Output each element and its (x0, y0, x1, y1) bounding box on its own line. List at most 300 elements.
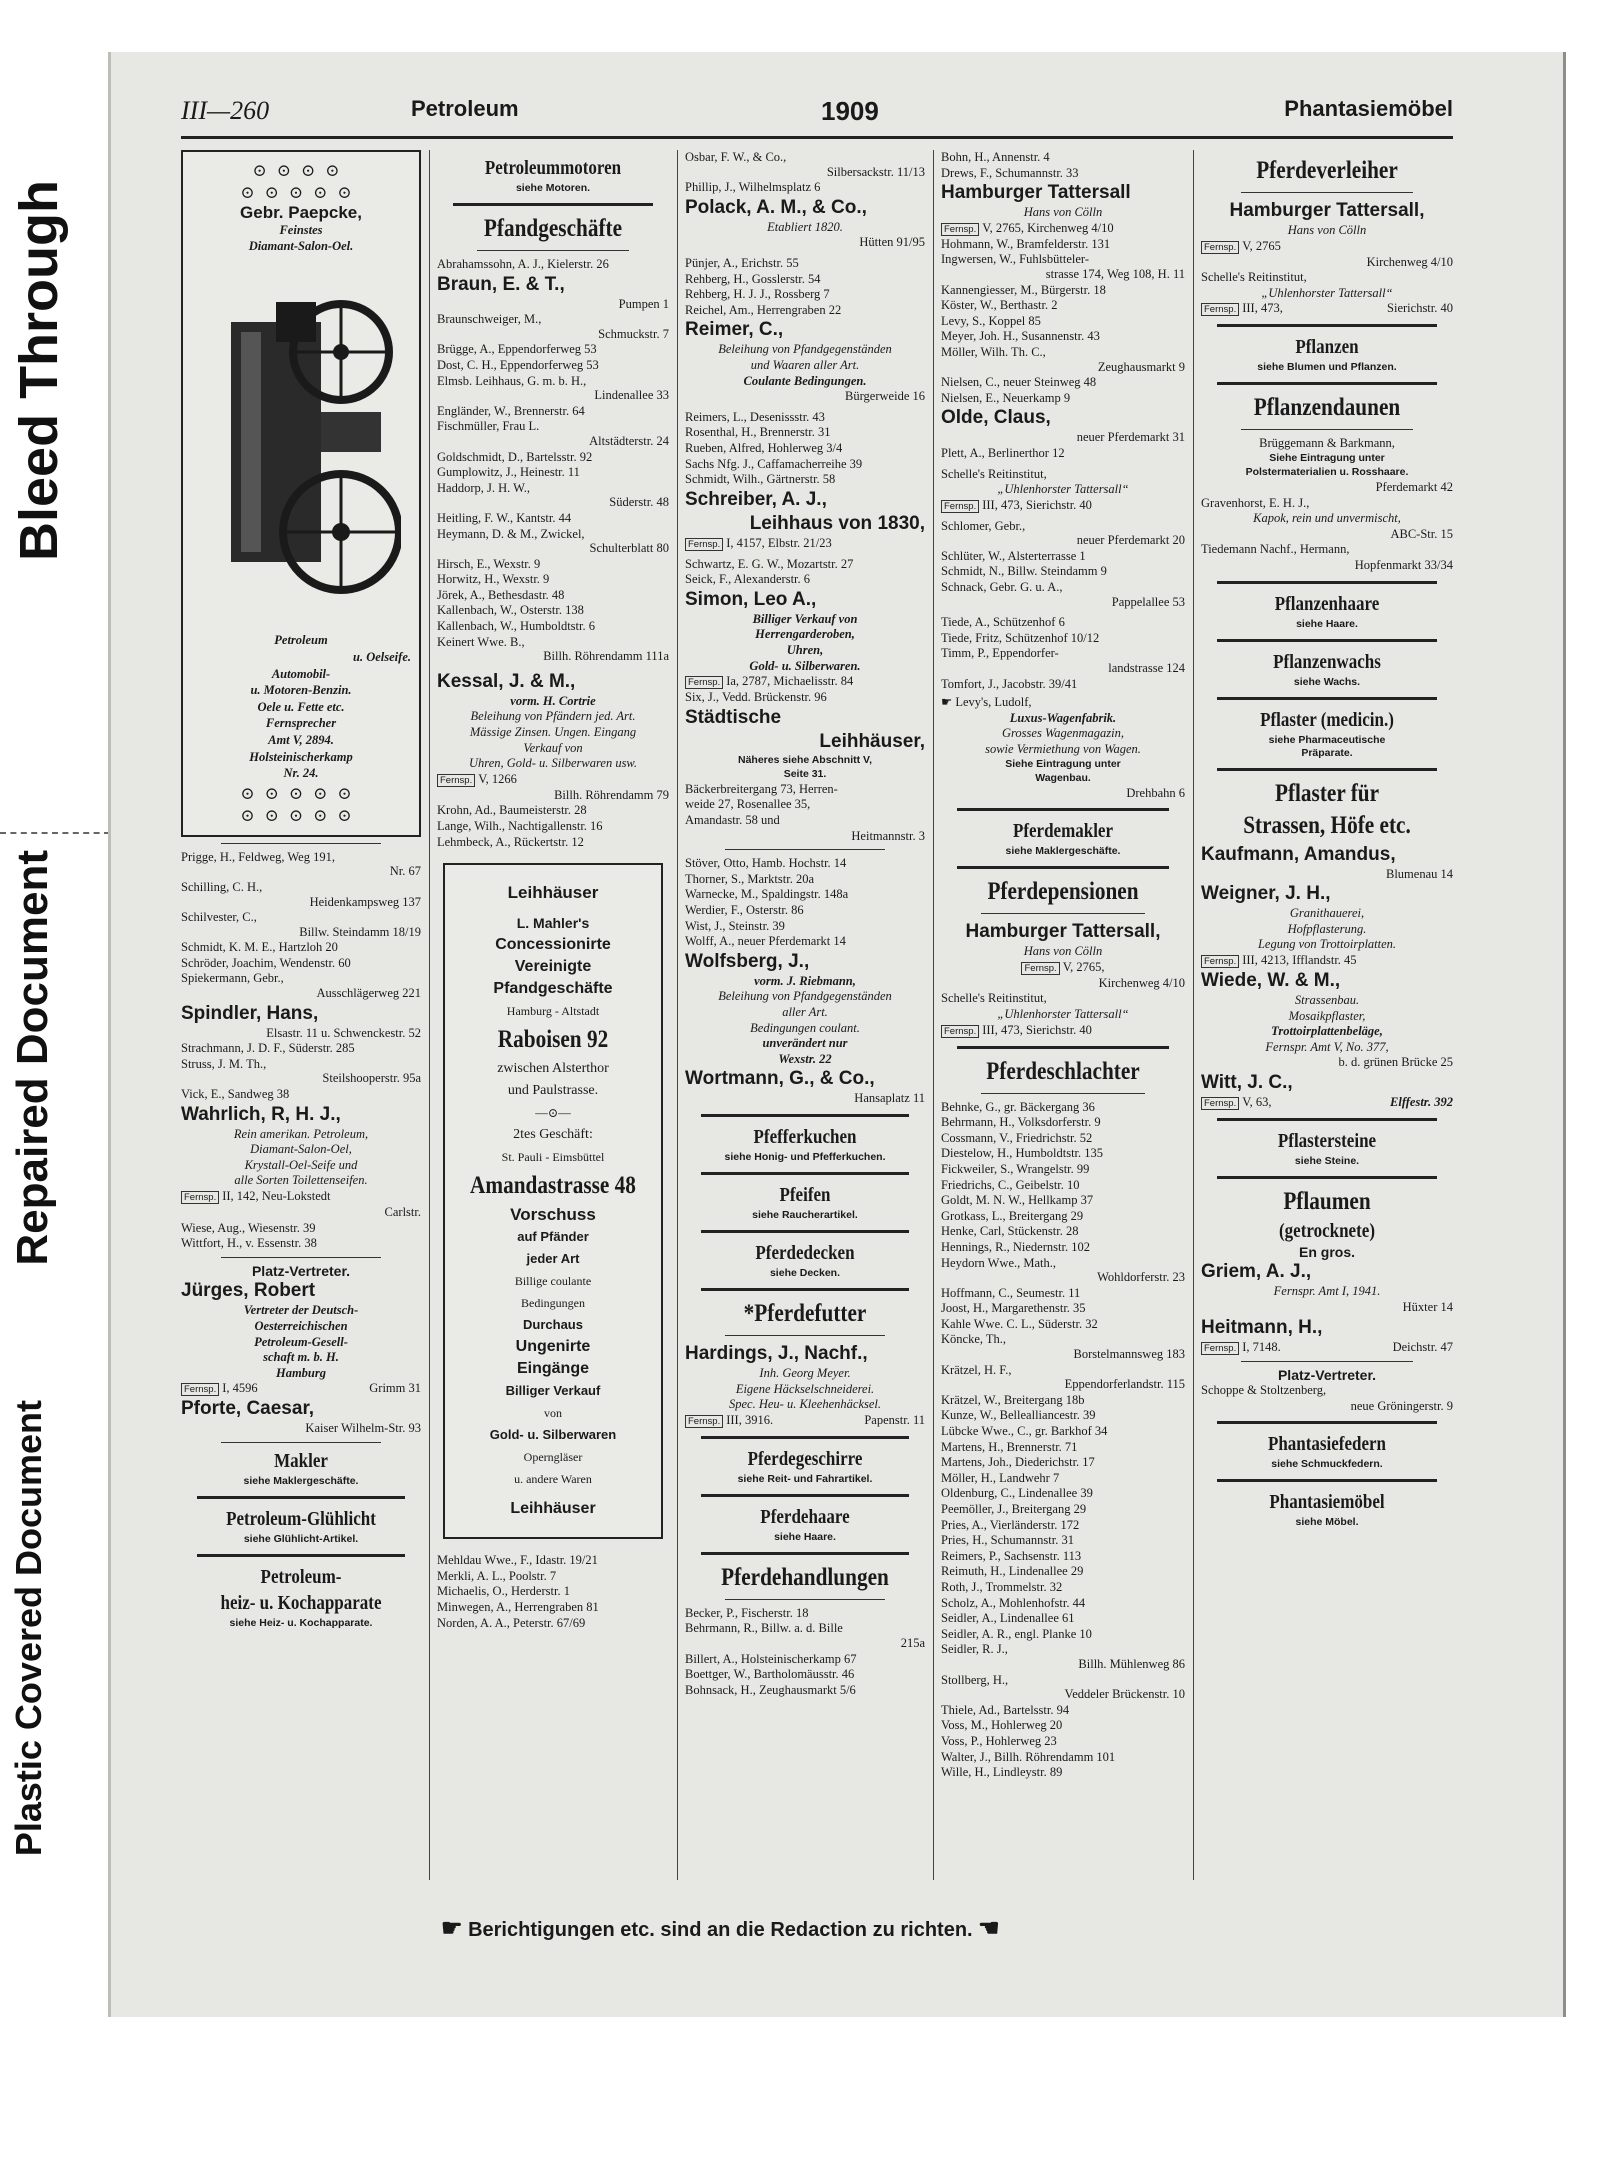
list-item: Levy, S., Koppel 85 (941, 313, 1041, 328)
list-item: Fernsp. V, 1266 (437, 772, 669, 787)
list-item: Reimuth, H., Lindenallee 29 (941, 1564, 1084, 1579)
list-item: Schlomer, Gebr., neuer Pferdemarkt 20 (941, 518, 1185, 548)
list-item: Heitmannstr. 3 (851, 828, 925, 843)
list-item: Merkli, A. L., Poolstr. 7 (437, 1568, 557, 1583)
list-item-detail: Näheres siehe Abschnitt V, (737, 753, 873, 766)
list-item: Warnecke, M., Spaldingstr. 148a (685, 887, 849, 902)
list-item: Wist, J., Steinstr. 39 (685, 918, 785, 933)
list-item: Goldt, M. N. W., Hellkamp 37 (941, 1193, 1094, 1208)
list-item: Struss, J. M. Th., Steilshooperstr. 95a (181, 1056, 421, 1086)
side-divider (0, 832, 110, 834)
list-item: Tiedemann Nachf., Hermann, (1201, 542, 1350, 557)
list-item-detail: aller Art. (782, 1004, 828, 1019)
list-item: Fernsp. III, 3916. Papenstr. 11 (685, 1413, 925, 1428)
list-item-detail: Oesterreichischen (254, 1318, 348, 1333)
telephone-badge: Fernsp. (941, 223, 979, 236)
ad-line: Ungenirte (515, 1338, 591, 1356)
rule (1217, 1479, 1437, 1482)
rule (1217, 1421, 1437, 1424)
section-heading: Pferdehaare (760, 1505, 850, 1528)
list-item: Stollberg, H., Veddeler Brückenstr. 10 (941, 1672, 1185, 1702)
list-item: Peemöller, J., Breitergang 29 (941, 1502, 1087, 1516)
list-item-bold: Städtische (685, 706, 782, 728)
section-heading: Pfefferkuchen (753, 1125, 857, 1148)
column-1 (181, 150, 421, 1880)
list-item-detail: Gold- u. Silberwaren. (749, 658, 861, 673)
section-subtitle: Platz-Vertreter. (1277, 1366, 1377, 1383)
section-heading: Phantasiemöbel (1269, 1491, 1385, 1514)
list-item: Heitling, F. W., Kantstr. 44 (437, 510, 572, 525)
list-item-bold: Braun, E. & T., (437, 273, 565, 295)
list-item: Grotkass, L., Breitergang 29 (941, 1208, 1084, 1223)
list-item: Wille, H., Lindleystr. 89 (941, 1765, 1063, 1780)
list-item: Henke, Carl, Stückenstr. 28 (941, 1224, 1079, 1239)
list-item-detail: Seite 31. (783, 767, 827, 780)
column-rule (429, 150, 430, 1880)
list-item: Martens, H., Brennerstr. 71 (941, 1439, 1078, 1454)
list-item: Hüxter 14 (1402, 1300, 1453, 1315)
list-item: Sachs Nfg. J., Caffamacherreihe 39 (685, 456, 863, 471)
list-item-bold: Hamburger Tattersall (941, 182, 1131, 204)
list-item: Fernsp. Ia, 2787, Michaelisstr. 84 (685, 674, 925, 689)
list-item: Lübcke Wwe., C., gr. Barkhof 34 (941, 1424, 1108, 1439)
rule (725, 849, 885, 850)
ad-line: Pfandgeschäfte (493, 980, 613, 998)
section-heading: Pflanzenhaare (1274, 592, 1380, 615)
list-item-detail: alle Sorten Toilettenseifen. (234, 1173, 368, 1188)
header-right-keyword: Phantasiemöbel (1284, 96, 1453, 121)
section-heading: Pferdeschlachter (986, 1057, 1140, 1085)
list-item-detail: „Uhlenhorster Tattersall“ (1261, 285, 1393, 300)
list-item-detail: Petroleum-Gesell- (254, 1334, 348, 1349)
list-item: Plett, A., Berlinerthor 12 (941, 445, 1065, 460)
list-item: Nielsen, C., neuer Steinweg 48 (941, 375, 1097, 390)
list-item: Voss, M., Hohlerweg 20 (941, 1718, 1063, 1733)
section-heading: Pfandgeschäfte (483, 215, 623, 242)
list-item: Hopfenmarkt 33/34 (1354, 557, 1453, 572)
list-item: Heymann, D. & M., Zwickel, Schulterblatt 80 (437, 526, 669, 556)
list-item: Fernsp. V, 63, Elffestr. 392 (1201, 1095, 1453, 1110)
list-item-detail: Krystall-Oel-Seife und (244, 1157, 358, 1172)
list-item: Reimers, L., Desenissstr. 43 (685, 409, 825, 424)
list-item: Tiede, Fritz, Schützenhof 10/12 (941, 630, 1100, 645)
section-heading: (getrocknete) (1279, 1219, 1375, 1242)
list-item-bold: Reimer, C., (685, 319, 784, 341)
list-item: Keinert Wwe. B., Billh. Röhrendamm 111a (437, 634, 669, 664)
list-item-detail: Trottoirplattenbeläge, (1271, 1024, 1383, 1039)
ad-line: Diamant-Salon-Oel. (248, 239, 354, 254)
list-item-detail: und Waaren aller Art. (750, 357, 860, 372)
list-item-detail: Herrengarderoben, (755, 627, 855, 642)
list-item: Seidler, A., Lindenallee 61 (941, 1611, 1075, 1626)
list-item-bold: Kessal, J. & M., (437, 670, 576, 692)
telephone-badge: Fernsp. (685, 1415, 723, 1428)
telephone-badge: Fernsp. (1201, 303, 1239, 316)
ad-line: jeder Art (526, 1251, 580, 1267)
list-item-bold: Wortmann, G., & Co., (685, 1068, 875, 1090)
list-item: Möller, Wilh. Th. C., Zeughausmarkt 9 (941, 344, 1185, 374)
list-item: Fernsp. I, 4157, Elbstr. 21/23 (685, 536, 925, 551)
rule (1241, 1361, 1413, 1362)
list-item-detail: Beleihung von Pfandgegenständen (718, 989, 892, 1004)
list-item: Hütten 91/95 (859, 235, 925, 250)
list-item: Schwartz, E. G. W., Mozartstr. 27 (685, 556, 854, 571)
ad-line: Leihhäuser (510, 1500, 596, 1518)
page-footer (441, 1914, 1000, 1943)
list-item-bold: Schreiber, A. J., (685, 488, 827, 510)
list-item: Kirchenweg 4/10 (1366, 254, 1453, 269)
column-rule (677, 150, 678, 1880)
list-item: Pries, A., Vierländerstr. 172 (941, 1517, 1080, 1532)
telephone-badge: Fernsp. (1201, 241, 1239, 254)
ad-line: L. Mahler's (516, 915, 590, 932)
list-item: Fernsp. I, 7148. Deichstr. 47 (1201, 1340, 1453, 1355)
list-item: Lehmbeck, A., Rückertstr. 12 (437, 834, 584, 849)
list-item: Dost, C. H., Eppendorferweg 53 (437, 357, 599, 372)
list-item-detail: Hamburg (275, 1365, 326, 1380)
header-year: 1909 (821, 96, 879, 126)
list-item: Heydorn Wwe., Math., Wohldorferstr. 23 (941, 1255, 1185, 1285)
list-item-bold: Jürges, Robert (181, 1280, 316, 1302)
list-item: Kahle Wwe. C. L., Süderstr. 32 (941, 1316, 1098, 1331)
ad-line: zwischen Alsterthor (497, 1061, 609, 1077)
list-item: neue Gröningerstr. 9 (1350, 1398, 1453, 1413)
list-item: Lange, Wilh., Nachtigallenstr. 16 (437, 819, 603, 833)
advert-paepcke (181, 150, 421, 837)
rule (701, 1436, 909, 1439)
rule (981, 913, 1145, 914)
section-heading: Pflaumen (1283, 1187, 1371, 1215)
ad-line: Gold- u. Silberwaren (489, 1427, 617, 1443)
list-item: Phillip, J., Wilhelmsplatz 6 (685, 180, 821, 195)
ad-line: Feinstes (279, 222, 323, 237)
list-item: Drehbahn 6 (1126, 785, 1185, 800)
list-item: Abrahamssohn, A. J., Kielerstr. 26 (437, 257, 609, 271)
list-item: Behrmann, H., Volksdorferstr. 9 (941, 1115, 1101, 1130)
column-rule (1193, 150, 1194, 1880)
list-item: Reichel, Am., Herrengraben 22 (685, 302, 842, 317)
list-item-detail: Etabliert 1820. (767, 219, 843, 234)
list-item: Fernsp. III, 473, Sierichstr. 40 (941, 1023, 1185, 1038)
list-item: Möller, H., Landwehr 7 (941, 1470, 1060, 1485)
ad-line: u. andere Waren (514, 1472, 592, 1487)
list-item: Tomfort, J., Jacobstr. 39/41 (941, 676, 1078, 691)
list-item: Prigge, H., Feldweg, Weg 191, Nr. 67 (181, 849, 421, 879)
telephone-badge: Fernsp. (1201, 955, 1239, 968)
see-reference: siehe Haare. (774, 1530, 836, 1543)
list-item: Mehldau Wwe., F., Idastr. 19/21 (437, 1553, 598, 1568)
rule (725, 1599, 885, 1600)
list-item: Carlstr. (384, 1205, 421, 1219)
list-item: Seidler, A. R., engl. Planke 10 (941, 1626, 1092, 1641)
list-item: Norden, A. A., Peterstr. 67/69 (437, 1615, 586, 1630)
list-item-detail: Wagenbau. (1035, 771, 1091, 784)
list-item: Hoffmann, C., Seumestr. 11 (941, 1285, 1081, 1300)
section-heading: Pflanzendaunen (1253, 394, 1401, 422)
list-item: Strachmann, J. D. F., Süderstr. 285 (181, 1041, 355, 1056)
list-item: Blumenau 14 (1385, 866, 1453, 881)
see-reference: siehe Honig- und Pfefferkuchen. (724, 1150, 886, 1163)
see-reference: siehe Wachs. (1293, 675, 1361, 688)
list-item: Fernsp. I, 4596 Grimm 31 (181, 1381, 421, 1396)
section-heading: Strassen, Höfe etc. (1243, 811, 1411, 839)
telephone-badge: Fernsp. (181, 1383, 219, 1396)
ad-line: und Paulstrasse. (507, 1083, 599, 1099)
ad-line: von (544, 1406, 562, 1421)
list-item: Scholz, A., Mohlenhofstr. 44 (941, 1595, 1086, 1610)
see-reference: siehe Motoren. (515, 182, 591, 194)
list-item: Spiekermann, Gebr., Ausschlägerweg 221 (181, 971, 421, 1001)
rule (1217, 768, 1437, 771)
list-item: Goldschmidt, D., Bartelsstr. 92 (437, 449, 593, 464)
list-item-bold: Hamburger Tattersall, (1229, 200, 1425, 221)
section-heading: Pflaster für (1274, 779, 1380, 807)
ad-line: Billige coulante (514, 1274, 592, 1289)
list-item: Schmidt, Wilh., Gärtnerstr. 58 (685, 472, 836, 487)
ad-line: Nr. 24. (283, 766, 319, 781)
list-item: Meyer, Joh. H., Susannenstr. 43 (941, 329, 1100, 344)
rule (725, 1335, 885, 1336)
ad-line: Concessionirte (495, 936, 611, 954)
list-item: Schnack, Gebr. G. u. A., Pappelallee 53 (941, 580, 1185, 609)
section-heading: Pflanzenwachs (1273, 650, 1381, 673)
list-item: Six, J., Vedd. Brückenstr. 96 (685, 690, 827, 705)
list-item: Amandastr. 58 und (685, 813, 780, 828)
list-item: Ingwersen, W., Fuhlsbütteler- strasse 174, Weg 108, H. 11 (941, 252, 1185, 281)
rule (701, 1288, 909, 1291)
ad-line: Petroleum (274, 633, 328, 648)
list-item-detail: Hans von Cölln (1023, 205, 1103, 220)
list-item: Köster, W., Berthastr. 2 (941, 298, 1058, 313)
list-item: Hansaplatz 11 (854, 1091, 925, 1106)
list-item: Reimers, P., Sachsenstr. 113 (941, 1548, 1082, 1563)
list-item-detail: Billiger Verkauf von (752, 611, 858, 626)
ad-line: Bedingungen (521, 1296, 585, 1311)
header-left-keyword: Petroleum (411, 96, 519, 121)
list-item-bold: Simon, Leo A., (685, 588, 817, 610)
list-item: Krätzel, H. F., Eppendorferlandstr. 115 (941, 1362, 1185, 1392)
list-item: Bohn, H., Annenstr. 4 (941, 150, 1050, 164)
list-item: Joost, H., Margarethenstr. 35 (941, 1301, 1086, 1316)
list-item: Walter, J., Billh. Röhrendamm 101 (941, 1749, 1116, 1764)
column-4 (941, 150, 1185, 1880)
column-rule (933, 150, 934, 1880)
list-item-detail: Grosses Wagenmagazin, (1002, 726, 1124, 741)
list-item: Braunschweiger, M., Schmuckstr. 7 (437, 312, 669, 341)
list-item: Stöver, Otto, Hamb. Hochstr. 14 (685, 856, 847, 871)
list-item: Jörek, A., Bethesdastr. 48 (437, 587, 565, 602)
telephone-badge: Fernsp. (181, 1191, 219, 1204)
list-item: weide 27, Rosenallee 35, (685, 797, 811, 812)
list-item-detail: Kapok, rein und unvermischt, (1253, 511, 1401, 526)
list-item-detail: Mässige Zinsen. Ungen. Eingang (469, 725, 637, 740)
list-item: Fernsp. V, 2765 (1201, 239, 1453, 254)
list-item: ☛ Levy's, Ludolf, (941, 695, 1032, 710)
list-item-detail: Granithauerei, (1289, 906, 1365, 921)
list-item: Thiele, Ad., Bartelsstr. 94 (941, 1702, 1070, 1717)
list-item: Bürgerweide 16 (845, 389, 925, 404)
list-item: Wittfort, H., v. Essenstr. 38 (181, 1236, 317, 1251)
list-item-detail: Uhren, (786, 643, 824, 658)
side-label-repaired-document: Repaired Document (8, 850, 57, 1266)
side-label-bleed-through: Bleed Through (9, 180, 69, 561)
list-item-bold: Witt, J. C., (1201, 1071, 1293, 1093)
list-item: b. d. grünen Brücke 25 (1338, 1055, 1453, 1070)
list-item: neuer Pferdemarkt 31 (1076, 430, 1185, 445)
rule (701, 1494, 909, 1497)
ad-line: Raboisen 92 (497, 1026, 609, 1054)
list-item: Becker, P., Fischerstr. 18 (685, 1605, 809, 1620)
ad-line: u. Oelseife. (353, 649, 411, 664)
list-item: Brüggemann & Barkmann, (1259, 436, 1395, 451)
rule (1217, 697, 1437, 700)
list-item: Schelle's Reitinstitut, (1201, 270, 1307, 285)
ad-line: —⊙— (535, 1106, 571, 1121)
ad-line: Fernsprecher (265, 716, 337, 731)
list-item: Pünjer, A., Erichstr. 55 (685, 255, 799, 270)
list-item: Elmsb. Leihhaus, G. m. b. H., Lindenallee 33 (437, 373, 669, 403)
list-item-detail: Uhren, Gold- u. Silberwaren usw. (469, 756, 637, 771)
list-item-detail: unverändert nur (762, 1036, 848, 1051)
section-heading: Petroleummotoren (484, 157, 622, 179)
telephone-badge: Fernsp. (685, 676, 723, 689)
list-item: Vick, E., Sandweg 38 (181, 1087, 290, 1102)
section-heading: *Pferdefutter (743, 1299, 867, 1327)
list-item-detail: Bedingungen coulant. (750, 1020, 860, 1035)
rule (477, 250, 629, 251)
list-item-bold: Heitmann, H., (1201, 1316, 1323, 1338)
rule (957, 808, 1169, 811)
list-item: Tiede, A., Schützenhof 6 (941, 615, 1065, 630)
rule (1241, 429, 1413, 430)
rule (197, 1554, 405, 1557)
list-item-bold: Spindler, Hans, (181, 1002, 319, 1024)
advert-mahler (443, 863, 663, 1539)
ornament-dots: ⊙⊙⊙⊙ ⊙⊙⊙⊙⊙ (240, 161, 362, 202)
see-reference: Präparate. (1301, 746, 1353, 759)
rule (197, 1496, 405, 1499)
list-item: Kannengiesser, M., Bürgerstr. 18 (941, 282, 1106, 297)
list-item: Kallenbach, W., Osterstr. 138 (437, 603, 584, 618)
list-item: Fernsp. III, 4213, Ifflandstr. 45 (1201, 953, 1453, 968)
list-item-detail: Beleihung von Pfandgegenständen (718, 342, 892, 357)
list-item: Krohn, Ad., Baumeisterstr. 28 (437, 803, 587, 818)
see-reference: siehe Maklergeschäfte. (243, 1474, 359, 1487)
list-item: Michaelis, O., Herderstr. 1 (437, 1584, 570, 1599)
list-item: Minwegen, A., Herrengraben 81 (437, 1599, 599, 1614)
list-item-detail: Eigene Häckselschneiderei. (735, 1381, 875, 1396)
ad-line: Vorschuss (510, 1205, 596, 1225)
list-item: Gravenhorst, E. H. J., (1201, 495, 1310, 510)
list-item-detail: Fernspr. Amt I, 1941. (1273, 1284, 1381, 1299)
list-item: Kaiser Wilhelm-Str. 93 (305, 1421, 421, 1436)
telephone-badge: Fernsp. (685, 538, 723, 551)
list-item: Friedrichs, C., Geibelstr. 10 (941, 1177, 1080, 1192)
list-item-detail: „Uhlenhorster Tattersall“ (997, 1006, 1129, 1021)
ad-line: Billiger Verkauf (505, 1383, 601, 1399)
list-item: Rehberg, H. J. J., Rossberg 7 (685, 287, 830, 302)
list-item: Osbar, F. W., & Co., Silbersackstr. 11/13 (685, 150, 925, 179)
list-item-detail: Strassenbau. (1294, 992, 1360, 1007)
side-label-plastic-covered: Plastic Covered Document (8, 1400, 49, 1857)
list-item: Fischmüller, Frau L. Altstädterstr. 24 (437, 419, 669, 448)
ad-line: Eingänge (516, 1360, 589, 1378)
rule (701, 1230, 909, 1233)
list-item: Wolff, A., neuer Pferdemarkt 14 (685, 934, 846, 949)
ad-line: Automobil- (271, 666, 331, 681)
section-heading: Makler (274, 1449, 328, 1472)
list-item-detail: Hans von Cölln (1023, 944, 1103, 959)
list-item-bold: Hardings, J., Nachf., (685, 1342, 868, 1364)
list-item-detail: sowie Vermiethung von Wagen. (985, 742, 1141, 756)
section-heading: Petroleum- (260, 1565, 342, 1588)
section-heading: heiz- u. Kochapparate (220, 1591, 382, 1614)
list-item: Brügge, A., Eppendorferweg 53 (437, 342, 597, 357)
list-item-detail: Siehe Eintragung unter (1269, 451, 1385, 464)
list-item: Behrmann, R., Billw. a. d. Bille 215a (685, 1621, 925, 1650)
list-item: Drews, F., Schumannstr. 33 (941, 165, 1079, 180)
list-item: Hohmann, W., Bramfelderstr. 131 (941, 236, 1111, 251)
ad-line: auf Pfänder (517, 1229, 589, 1245)
telephone-badge: Fernsp. (437, 774, 475, 787)
list-item-detail: Luxus-Wagenfabrik. (1009, 710, 1117, 725)
section-heading: Petroleum-Glühlicht (226, 1507, 376, 1530)
list-item-detail: Diamant-Salon-Oel, (250, 1142, 352, 1157)
ad-line: Leihhäuser (507, 883, 599, 903)
list-item: Horwitz, H., Wexstr. 9 (437, 572, 550, 587)
section-heading: Pferdemakler (1012, 820, 1114, 843)
rule (221, 1442, 381, 1443)
rule (1241, 192, 1413, 193)
list-item-detail: Rein amerikan. Petroleum, (233, 1126, 369, 1141)
list-item: Schilling, C. H., Heidenkampsweg 137 (181, 879, 421, 909)
list-item-detail: vorm. H. Cortrie (510, 693, 596, 708)
list-item: Diestelow, H., Humboldtstr. 135 (941, 1146, 1104, 1161)
section-heading: Pflaster (medicin.) (1260, 708, 1394, 731)
see-reference: siehe Reit- und Fahrartikel. (737, 1472, 873, 1485)
automobile-illustration (201, 262, 401, 622)
pointing-hand-icon: ☛ (941, 695, 956, 710)
pointing-hand-icon: ☚ (978, 1915, 1000, 1942)
ad-line: St. Pauli - Eimsbüttel (501, 1150, 605, 1165)
list-item: Billert, A., Holsteinischerkamp 67 (685, 1651, 857, 1666)
see-reference: siehe Heiz- u. Kochapparate. (229, 1616, 373, 1629)
see-reference: siehe Blumen und Pflanzen. (1257, 361, 1397, 374)
list-item: Fernsp. V, 2765, (941, 960, 1185, 975)
rule (453, 203, 653, 206)
list-item: Martens, Joh., Diederichstr. 17 (941, 1455, 1095, 1470)
list-item: Schilvester, C., Billw. Steindamm 18/19 (181, 910, 421, 939)
list-item: Hennings, R., Niedernstr. 102 (941, 1239, 1090, 1254)
list-item-detail: Hofpflasterung. (1287, 921, 1367, 936)
ad-line: Vereinigte (514, 958, 592, 976)
ad-line: Holsteinischerkamp (249, 749, 353, 764)
section-heading: Pflastersteine (1277, 1129, 1377, 1152)
list-item: Gumplowitz, J., Heinestr. 11 (437, 465, 580, 480)
header-rule (181, 136, 1453, 139)
list-item-detail: Fernspr. Amt V, No. 377, (1265, 1039, 1389, 1054)
list-item-detail: Legung von Trottoirplatten. (1257, 937, 1397, 952)
list-item: Fernsp. II, 142, Neu-Lokstedt (181, 1189, 421, 1204)
list-item: Schmidt, K. M. E., Hartzloh 20 (181, 940, 338, 955)
list-item: Fernsp. III, 473, Sierichstr. 40 (941, 498, 1185, 513)
rule (701, 1114, 909, 1117)
ad-title: Gebr. Paepcke, (240, 203, 362, 222)
ad-line: Operngläser (523, 1450, 583, 1465)
list-item-detail: vorm. J. Riebmann, (754, 973, 856, 988)
section-heading: Pfeifen (779, 1183, 831, 1206)
rule (957, 866, 1169, 869)
